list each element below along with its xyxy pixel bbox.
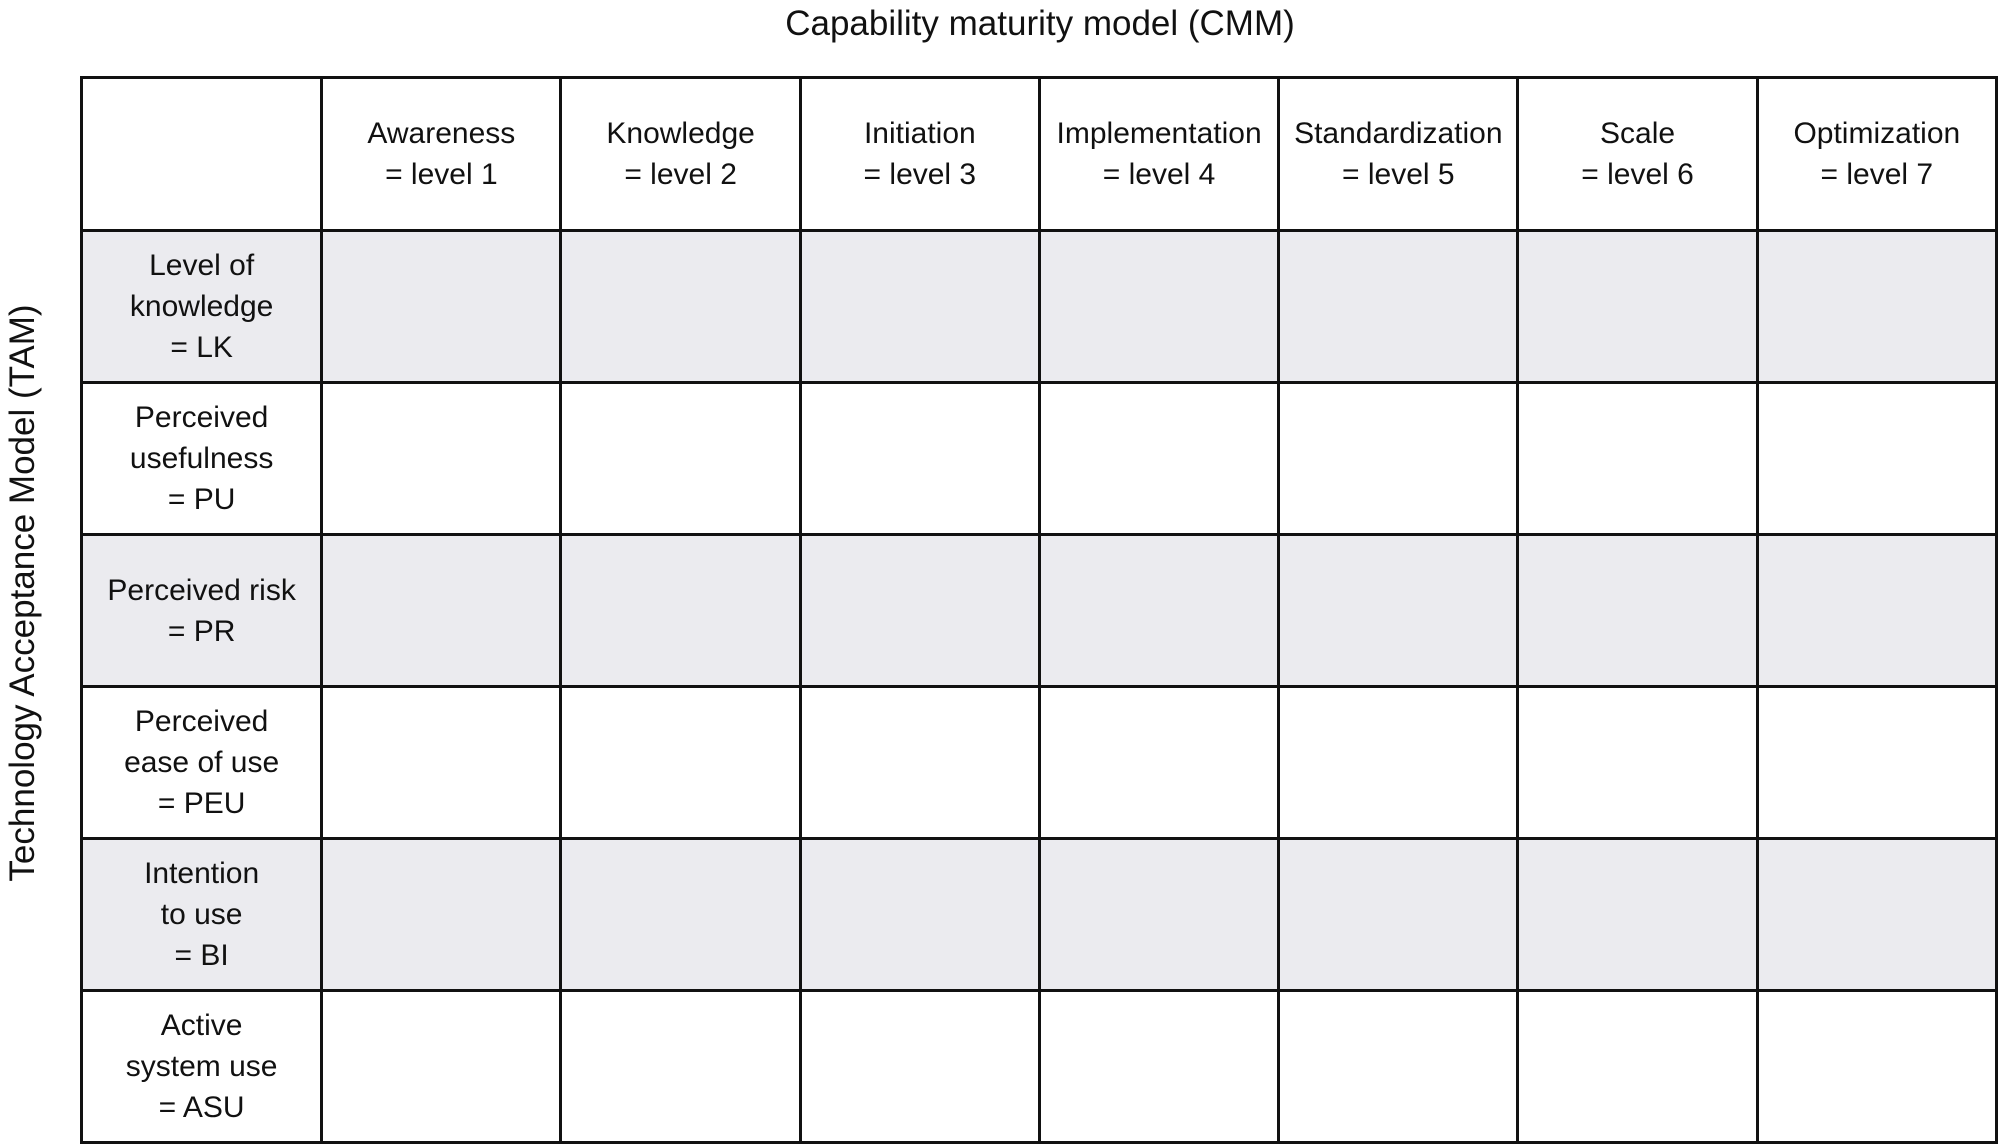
column-header-level-6: Scale = level 6 <box>1518 78 1757 231</box>
matrix-cell <box>800 687 1039 839</box>
row-header-pu: Perceived usefulness = PU <box>82 383 322 535</box>
matrix-cell <box>1279 687 1518 839</box>
matrix-cell <box>561 383 800 535</box>
matrix-cell <box>1039 991 1278 1143</box>
column-header-level-7: Optimization = level 7 <box>1757 78 1996 231</box>
matrix-cell <box>1039 687 1278 839</box>
header-row <box>82 78 1997 231</box>
matrix-cell <box>1518 991 1757 1143</box>
matrix-cell <box>561 839 800 991</box>
matrix-cell <box>1518 687 1757 839</box>
matrix-cell <box>800 383 1039 535</box>
matrix-cell <box>322 687 561 839</box>
matrix-cell <box>1757 535 1996 687</box>
matrix-cell <box>322 839 561 991</box>
matrix-cell <box>561 535 800 687</box>
matrix-cell <box>1039 383 1278 535</box>
column-header-level-3: Initiation = level 3 <box>800 78 1039 231</box>
cmm-title: Capability maturity model (CMM) <box>785 4 1295 43</box>
corner-cell <box>82 78 322 231</box>
matrix-cell <box>1279 991 1518 1143</box>
matrix-cell <box>1757 839 1996 991</box>
matrix-cell <box>1757 991 1996 1143</box>
table-row <box>82 991 1997 1143</box>
matrix-cell <box>1757 383 1996 535</box>
matrix-cell <box>1518 383 1757 535</box>
matrix-cell <box>1039 231 1278 383</box>
column-header-level-2: Knowledge = level 2 <box>561 78 800 231</box>
matrix-cell <box>322 991 561 1143</box>
matrix-cell <box>561 991 800 1143</box>
maturity-matrix <box>80 76 1998 1144</box>
matrix-cell <box>1518 839 1757 991</box>
matrix-cell <box>561 231 800 383</box>
matrix-cell <box>800 535 1039 687</box>
matrix-cell <box>322 231 561 383</box>
matrix-cell <box>800 839 1039 991</box>
column-header-level-1: Awareness = level 1 <box>322 78 561 231</box>
table-row <box>82 535 1997 687</box>
table-row <box>82 383 1997 535</box>
row-header-peu: Perceived ease of use = PEU <box>82 687 322 839</box>
matrix-cell <box>561 687 800 839</box>
matrix-cell <box>322 535 561 687</box>
row-header-bi: Intention to use = BI <box>82 839 322 991</box>
row-header-asu: Active system use = ASU <box>82 991 322 1143</box>
matrix-cell <box>800 231 1039 383</box>
matrix-cell <box>1757 231 1996 383</box>
matrix-cell <box>1757 687 1996 839</box>
matrix-cell <box>1279 231 1518 383</box>
matrix-cell <box>1279 383 1518 535</box>
matrix-cell <box>1039 535 1278 687</box>
table-row <box>82 687 1997 839</box>
row-header-pr: Perceived risk = PR <box>82 535 322 687</box>
matrix-cell <box>800 991 1039 1143</box>
matrix-cell <box>1279 839 1518 991</box>
matrix-cell <box>322 383 561 535</box>
matrix-cell <box>1039 839 1278 991</box>
tam-title: Technology Acceptance Model (TAM) <box>3 304 42 882</box>
column-header-level-4: Implementation = level 4 <box>1039 78 1278 231</box>
matrix-cell <box>1279 535 1518 687</box>
row-header-lk: Level of knowledge = LK <box>82 231 322 383</box>
matrix-cell <box>1518 535 1757 687</box>
column-header-level-5: Standardization = level 5 <box>1279 78 1518 231</box>
table-row <box>82 231 1997 383</box>
table-row <box>82 839 1997 991</box>
matrix-cell <box>1518 231 1757 383</box>
